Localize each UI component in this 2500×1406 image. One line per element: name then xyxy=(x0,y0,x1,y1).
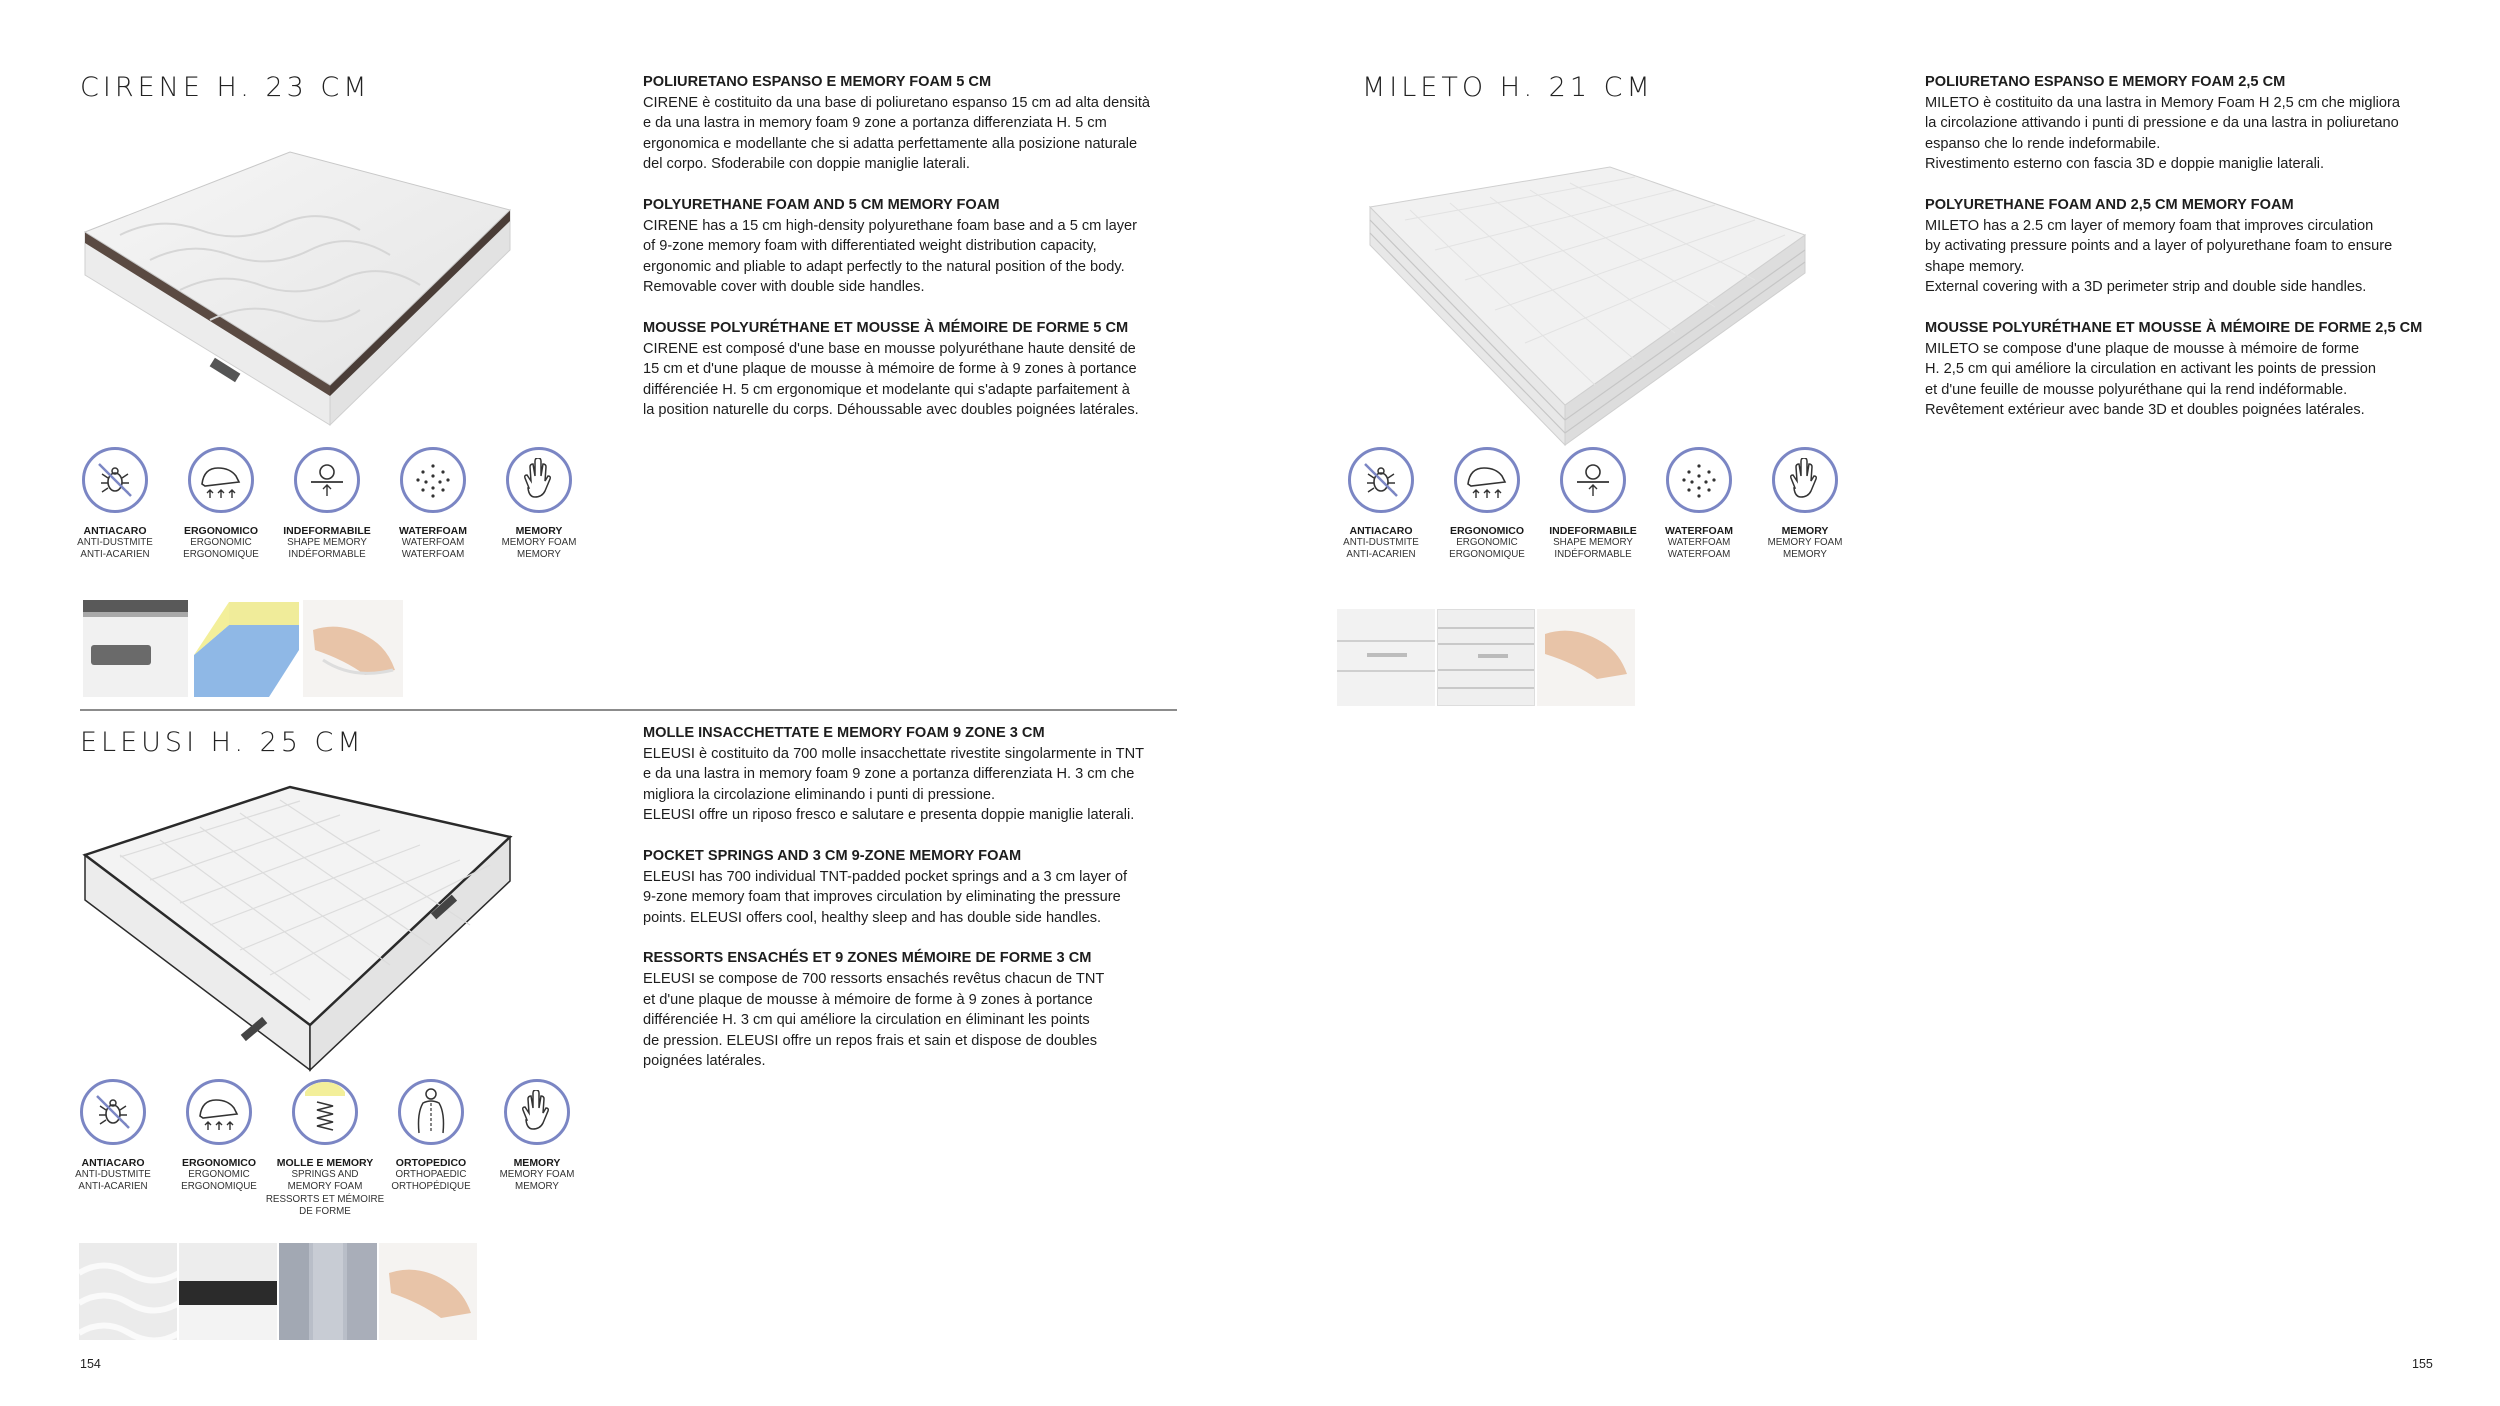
side-stripes-photo xyxy=(1437,609,1535,706)
feature-sub: DE FORME xyxy=(299,1206,351,1218)
feature-name: ANTIACARO xyxy=(83,525,147,537)
feature-name: ERGONOMICO xyxy=(183,525,259,537)
foam-layers-photo xyxy=(194,600,299,697)
feature-sub: MEMORY xyxy=(515,1181,559,1193)
feature-memory xyxy=(1752,447,1858,562)
desc-line: ELEUSI offre un riposo fresco e salutare e presenta doppie maniglie laterali. xyxy=(643,807,1135,824)
desc-heading: POLIURETANO ESPANSO E MEMORY FOAM 5 CM xyxy=(643,74,992,90)
desc-line: ergonomic and pliable to adapt perfectly to the natural position of the body. xyxy=(643,258,1125,275)
feature-indeformabile xyxy=(1540,447,1646,562)
desc-line: ELEUSI è costituito da 700 molle insacchettate rivestite singolarmente in TNT xyxy=(643,745,1145,762)
feature-sub: ANTI-ACARIEN xyxy=(1346,549,1416,561)
feature-icons-eleusi xyxy=(60,1079,590,1219)
desc-line: de pression. ELEUSI offre un repos frais et sain et dispose de doubles xyxy=(643,1032,1098,1049)
section-divider xyxy=(80,709,1177,711)
desc-heading: POLYURETHANE FOAM AND 5 CM MEMORY FOAM xyxy=(643,196,1000,213)
feature-name: WATERFOAM xyxy=(398,525,468,537)
shape-memory-icon xyxy=(294,447,360,513)
handle-detail-photo xyxy=(83,600,188,697)
feature-name: ERGONOMICO xyxy=(181,1157,257,1169)
feature-memory xyxy=(486,447,592,562)
memory-hand-icon xyxy=(506,447,572,513)
product-title-eleusi: ELEUSI H. 25 CM xyxy=(80,727,365,758)
anti-mite-icon xyxy=(80,1079,146,1145)
memory-hand-icon xyxy=(1772,447,1838,513)
product-description-eleusi xyxy=(643,723,1203,1092)
feature-waterfoam xyxy=(1646,447,1752,562)
desc-heading: POCKET SPRINGS AND 3 CM 9-ZONE MEMORY FOAM xyxy=(643,847,1022,864)
anti-mite-icon xyxy=(82,447,148,513)
feature-name: MEMORY xyxy=(1781,525,1829,537)
feature-antiacaro xyxy=(62,447,168,562)
desc-heading: MOUSSE POLYURÉTHANE ET MOUSSE À MÉMOIRE DE FORME 5 CM xyxy=(643,319,1129,336)
waterfoam-icon xyxy=(1666,447,1732,513)
feature-sub: ERGONOMIC xyxy=(1456,537,1518,548)
desc-line: Removable cover with double side handles. xyxy=(643,279,925,296)
desc-line: of 9-zone memory foam with differentiated weight distribution capacity, xyxy=(643,238,1097,255)
handle-band-photo xyxy=(179,1243,277,1340)
product-title-cirene: CIRENE H. 23 CM xyxy=(80,72,371,103)
memory-hand-photo xyxy=(303,600,403,697)
desc-line: MILETO has a 2.5 cm layer of memory foam that improves circulation xyxy=(1925,217,2374,234)
feature-sub: ANTI-DUSTMITE xyxy=(1343,537,1419,548)
desc-line: e da una lastra in memory foam 9 zone a portanza differenziata H. 5 cm xyxy=(643,115,1107,132)
feature-name: ANTIACARO xyxy=(1349,525,1413,537)
desc-line: poignées latérales. xyxy=(643,1053,766,1070)
page-number-right: 155 xyxy=(2412,1357,2433,1371)
feature-sub: ERGONOMIQUE xyxy=(1449,549,1525,561)
feature-ergonomico xyxy=(1434,447,1540,562)
desc-heading: MOUSSE POLYURÉTHANE ET MOUSSE À MÉMOIRE DE FORME 2,5 CM xyxy=(1925,319,2423,336)
desc-line: 9-zone memory foam that improves circulation by eliminating the pressure xyxy=(643,889,1121,906)
desc-line: CIRENE est composé d'une base en mousse polyuréthane haute densité de xyxy=(643,340,1136,357)
desc-line: ELEUSI se compose de 700 ressorts ensachés revêtus chacun de TNT xyxy=(643,970,1105,987)
feature-sub: ERGONOMIQUE xyxy=(183,549,259,561)
desc-line: et d'une plaque de mousse à mémoire de forme à 9 zones à portance xyxy=(643,991,1093,1008)
feature-name: ERGONOMICO xyxy=(1449,525,1525,537)
feature-icons-mileto xyxy=(1328,447,1858,562)
feature-icons-cirene xyxy=(62,447,592,562)
desc-line: différenciée H. 5 cm ergonomique et modelante qui s'adapte parfaitement à xyxy=(643,381,1130,398)
desc-line: CIRENE è costituito da una base di poliuretano espanso 15 cm ad alta densità xyxy=(643,94,1151,111)
feature-sub: RESSORTS ET MÉMOIRE xyxy=(265,1193,385,1205)
page-number-left: 154 xyxy=(80,1357,101,1371)
feature-sub: MEMORY FOAM xyxy=(1767,537,1843,548)
feature-sub: WATERFOAM xyxy=(1667,549,1731,561)
detail-thumbnails-eleusi xyxy=(79,1243,477,1340)
feature-sub: MEMORY xyxy=(517,549,561,561)
product-image-eleusi xyxy=(80,785,520,1075)
feature-name: INDEFORMABILE xyxy=(283,525,371,537)
feature-ortopedico xyxy=(378,1079,484,1219)
feature-sub: ANTI-DUSTMITE xyxy=(75,1169,151,1180)
waterfoam-icon xyxy=(400,447,466,513)
desc-line: ELEUSI has 700 individual TNT-padded pocket springs and a 3 cm layer of xyxy=(643,868,1128,885)
feature-sub: SHAPE MEMORY xyxy=(1553,537,1633,548)
ergonomic-icon xyxy=(1454,447,1520,513)
ergonomic-icon xyxy=(186,1079,252,1145)
desc-heading: POLIURETANO ESPANSO E MEMORY FOAM 2,5 CM xyxy=(1925,74,2286,90)
feature-molle-memory xyxy=(265,1079,385,1219)
feature-sub: MEMORY FOAM xyxy=(501,537,577,548)
feature-antiacaro xyxy=(60,1079,166,1219)
feature-sub: MEMORY FOAM xyxy=(499,1169,575,1180)
feature-sub: SPRINGS AND xyxy=(291,1169,359,1180)
feature-name: INDEFORMABILE xyxy=(1549,525,1637,537)
desc-line: Revêtement extérieur avec bande 3D et doubles poignées latérales. xyxy=(1925,402,2365,419)
desc-line: la circolazione attivando i punti di pressione e da una lastra in poliuretano xyxy=(1925,115,2399,132)
product-image-cirene xyxy=(80,140,520,430)
desc-line: by activating pressure points and a layer of polyurethane foam to ensure xyxy=(1925,238,2393,255)
desc-line: e da una lastra in memory foam 9 zone a portanza differenziata H. 3 cm che xyxy=(643,766,1135,783)
detail-thumbnails-cirene xyxy=(83,600,403,697)
springs-memory-icon xyxy=(292,1079,358,1145)
desc-line: External covering with a 3D perimeter strip and double side handles. xyxy=(1925,279,2367,296)
feature-sub: ANTI-DUSTMITE xyxy=(77,537,153,548)
quilted-fabric-photo xyxy=(79,1243,177,1340)
desc-line: H. 2,5 cm qui améliore la circulation en activant les points de pression xyxy=(1925,361,2377,378)
feature-sub: ORTHOPAEDIC xyxy=(395,1169,467,1180)
memory-hand-photo xyxy=(1537,609,1635,706)
detail-thumbnails-mileto xyxy=(1337,609,1635,706)
desc-heading: RESSORTS ENSACHÉS ET 9 ZONES MÉMOIRE DE FORME 3 CM xyxy=(643,950,1092,967)
desc-line: Rivestimento esterno con fascia 3D e doppie maniglie laterali. xyxy=(1925,156,2325,173)
product-description-mileto xyxy=(1925,72,2485,441)
feature-sub: ORTHOPÉDIQUE xyxy=(391,1181,471,1193)
feature-name: MEMORY xyxy=(515,525,563,537)
feature-sub: ERGONOMIC xyxy=(190,537,252,548)
side-band-photo xyxy=(1337,609,1435,706)
desc-line: CIRENE has a 15 cm high-density polyurethane foam base and a 5 cm layer xyxy=(643,217,1138,234)
desc-line: del corpo. Sfoderabile con doppie maniglie laterali. xyxy=(643,156,970,173)
feature-sub: ANTI-ACARIEN xyxy=(80,549,150,561)
feature-sub: WATERFOAM xyxy=(401,537,465,548)
feature-sub: MEMORY FOAM xyxy=(287,1181,363,1193)
orthopaedic-spine-icon xyxy=(398,1079,464,1145)
desc-line: espanso che lo rende indeformabile. xyxy=(1925,135,2161,152)
desc-heading: POLYURETHANE FOAM AND 2,5 CM MEMORY FOAM xyxy=(1925,196,2294,213)
desc-line: MILETO se compose d'une plaque de mousse à mémoire de forme xyxy=(1925,340,2360,357)
memory-hand-icon xyxy=(504,1079,570,1145)
feature-waterfoam xyxy=(380,447,486,562)
feature-sub: ERGONOMIQUE xyxy=(181,1181,257,1193)
desc-line: la position naturelle du corps. Déhoussable avec doubles poignées latérales. xyxy=(643,402,1139,419)
feature-ergonomico xyxy=(168,447,274,562)
feature-sub: WATERFOAM xyxy=(1667,537,1731,548)
desc-line: ergonomica e modellante che si adatta perfettamente alla posizione naturale xyxy=(643,135,1138,152)
feature-sub: WATERFOAM xyxy=(401,549,465,561)
desc-line: 15 cm et d'une plaque de mousse à mémoire de forme à 9 zones à portance xyxy=(643,361,1137,378)
desc-heading: MOLLE INSACCHETTATE E MEMORY FOAM 9 ZONE 3 CM xyxy=(643,725,1045,741)
product-image-mileto xyxy=(1365,165,1815,455)
feature-sub: ERGONOMIC xyxy=(188,1169,250,1180)
product-description-cirene xyxy=(643,72,1203,441)
product-title-mileto: MILETO H. 21 CM xyxy=(1362,72,1654,103)
desc-line: migliora la circolazione eliminando i punti di pressione. xyxy=(643,786,996,803)
memory-hand-photo xyxy=(379,1243,477,1340)
feature-sub: INDÉFORMABLE xyxy=(1554,549,1632,561)
pocket-springs-photo xyxy=(279,1243,377,1340)
feature-sub: INDÉFORMABLE xyxy=(288,549,366,561)
feature-name: ANTIACARO xyxy=(81,1157,145,1169)
feature-name: MOLLE E MEMORY xyxy=(276,1157,374,1169)
desc-line: points. ELEUSI offers cool, healthy sleep and has double side handles. xyxy=(643,909,1102,926)
desc-line: et d'une feuille de mousse polyuréthane qui la rend indéformable. xyxy=(1925,381,2348,398)
ergonomic-icon xyxy=(188,447,254,513)
feature-memory xyxy=(484,1079,590,1219)
desc-line: différenciée H. 3 cm qui améliore la circulation en éliminant les points xyxy=(643,1012,1090,1029)
feature-indeformabile xyxy=(274,447,380,562)
feature-sub: MEMORY xyxy=(1783,549,1827,561)
feature-sub: SHAPE MEMORY xyxy=(287,537,367,548)
feature-name: ORTOPEDICO xyxy=(395,1157,467,1169)
feature-name: WATERFOAM xyxy=(1664,525,1734,537)
anti-mite-icon xyxy=(1348,447,1414,513)
desc-line: MILETO è costituito da una lastra in Memory Foam H 2,5 cm che migliora xyxy=(1925,94,2401,111)
feature-name: MEMORY xyxy=(513,1157,561,1169)
feature-ergonomico xyxy=(166,1079,272,1219)
shape-memory-icon xyxy=(1560,447,1626,513)
feature-antiacaro xyxy=(1328,447,1434,562)
feature-sub: ANTI-ACARIEN xyxy=(78,1181,148,1193)
desc-line: shape memory. xyxy=(1925,258,2025,275)
